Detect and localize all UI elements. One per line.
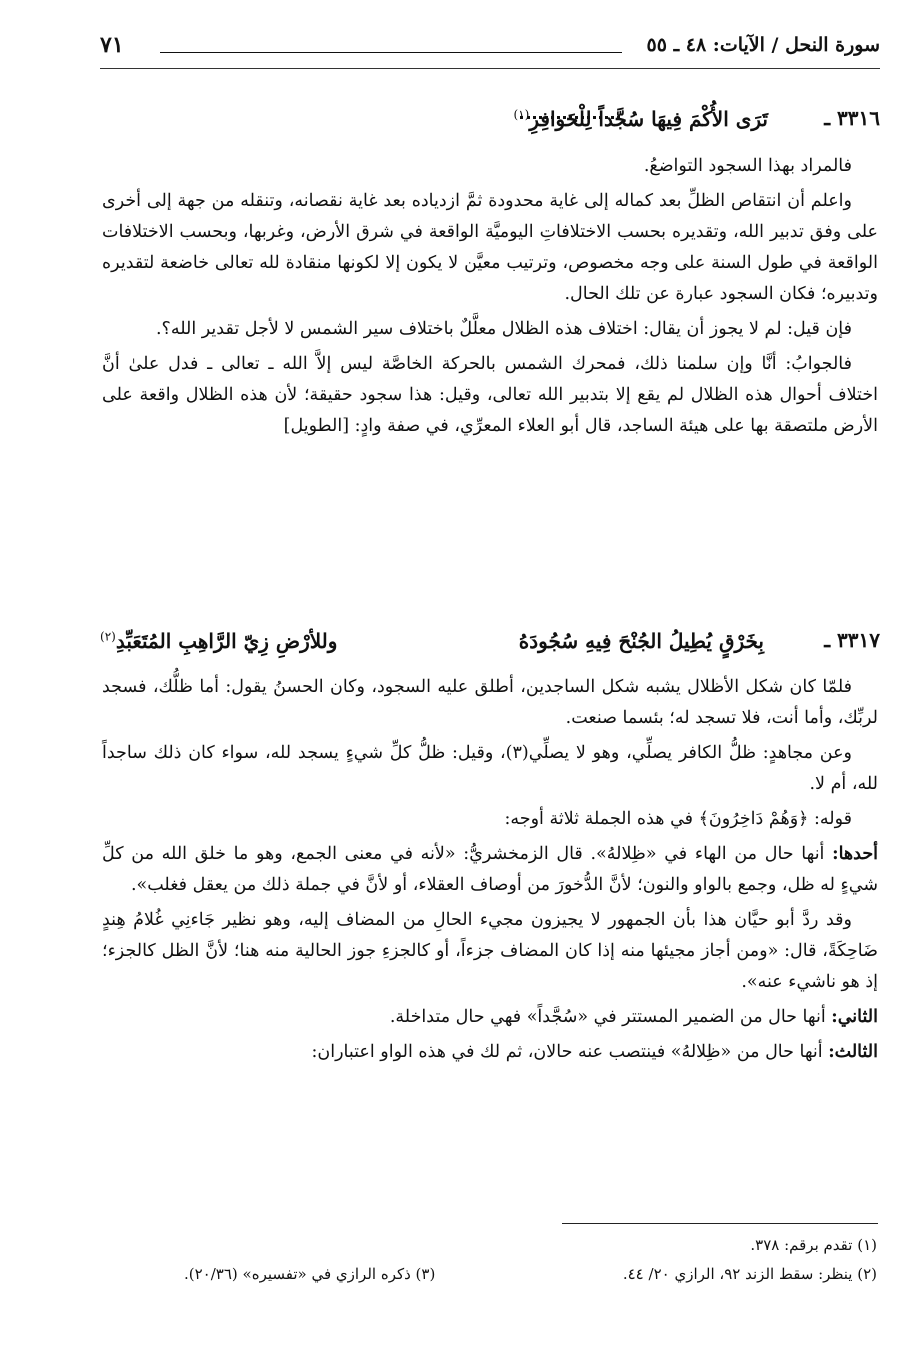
paragraph: واعلم أن انتقاص الظلِّ بعد كماله إلى غاية محدودة ثمَّ ازدياده بعد غاية نقصانه، وتنقله من جهة إلى أخرى على وفق تدبير الله، وتقديره بحسب الاختلافاتِ اليوميَّة الواقعة في شرق الأرض، وغربها، وبحسب الاختلافات الواقعة في طول السنة على وجه مخصوص، وترتيب معيَّن لا يكون إلا لكونها منقادة لله تعالى خاضعة لتقديره وتدبيره؛ فكان السجود عبارة عن تلك الحال. <box>102 191 878 304</box>
paragraph: الثالث: أنها حال من «ظِلالهُ» فينتصب عنه حالان، ثم لك في هذه الواو اعتباران: <box>311 1042 878 1062</box>
verse-3317 <box>100 628 880 664</box>
verse-hemistich: تَرَى الأُكْمَ فِيهَا سُجَّداً لِلْحَوافِرِ <box>529 107 768 131</box>
page-header <box>100 30 880 70</box>
page-number: ٧١ <box>100 32 124 58</box>
paragraph: فالجوابُ: أنَّا وإن سلمنا ذلك، فمحرك الشمس بالحركة الخاصَّة ليس إلاَّ الله ـ تعالى ـ فدل علىٰ أنَّ اختلاف أحوال هذه الظلال لم يقع إلا بتدبير الله تعالى، وقيل: هذا سجود حقيقة؛ لأن هذه الظلال واقعة على الأرض ملتصقة بها على هيئة الساجد، قال أبو العلاء المعرِّي، في صفة وادٍ: [الطويل] <box>102 354 878 436</box>
paragraph: الثاني: أنها حال من الضمير المستتر في «سُجَّداً» فهي حال متداخلة. <box>389 1007 878 1027</box>
verse-hemistich-left: وللأرْضِ زِيّ الرَّاهِبِ المُتَعَبِّدِ$^{(٢)}$ <box>100 629 338 653</box>
paragraph: وقد ردَّ أبو حيَّان هذا بأن الجمهور لا يجيزون مجيء الحالِ من المضاف إليه، وهو نظير جَاءنِي غُلامُ هِندٍ ضَاحِكَةً، قال: «ومن أجاز مجيئها منه إذا كان المضاف جزءاً، أو كالجزءِ جوز الحالية منه هنا؛ لأنَّ الظل كالجزء؛ إذ هو ناشيء عنه». <box>102 910 878 992</box>
verse-hemistich-right: بِخَرْقٍ يُطِيلُ الجُنْحَ فِيهِ سُجُودَهُ <box>518 629 764 653</box>
footnote-1: (١) تقدم برقم: ٣٧٨. <box>750 1236 877 1254</box>
header-underline <box>100 68 880 69</box>
footnote-3: (٣) ذكره الرازي في «تفسيره» (٢٠/٣٦). <box>184 1265 436 1283</box>
commentary-block-a <box>102 151 878 446</box>
running-title: سورة النحل / الآيات: ٤٨ ـ ٥٥ <box>646 34 880 56</box>
header-rule <box>160 52 622 53</box>
paragraph: فلمّا كان شكل الأظلال يشبه شكل الساجدين، أطلق عليه السجود، وكان الحسنُ يقول: أما ظلُّك، فسجد لربِّك، وأما أنت، فلا تسجد له؛ بئسما صنعت. <box>102 677 878 728</box>
footnote-2: (٢) ينظر: سقط الزند ٩٢، الرازي ٢٠/ ٤٤. <box>622 1265 877 1283</box>
paragraph: أحدها: أنها حال من الهاء في «ظِلالهُ». قال الزمخشريُّ: «لأنه في معنى الجمع، وهو ما خلق الله من كلِّ شيءٍ له ظل، وجمع بالواو والنون؛ لأنَّ الدُّخورَ من أوصاف العقلاء، أو لأنَّ في جملة ذلك من يعقل فغلب». <box>102 844 878 895</box>
paragraph: قوله: ﴿وَهُمْ دَاخِرُونَ﴾ في هذه الجملة ثلاثة أوجه: <box>504 809 852 829</box>
footnote-rule <box>562 1223 878 1224</box>
paragraph: فإن قيل: لم لا يجوز أن يقال: اختلاف هذه الظلال معلَّلٌ باختلاف سير الشمس لا لأجل تقدير الله؟. <box>155 319 852 339</box>
footnote-marker: (٢) <box>100 629 116 644</box>
commentary-block-b <box>102 672 878 1072</box>
paragraph: وعن مجاهدٍ: ظلُّ الكافر يصلِّي، وهو لا يصلِّي(٣)، وقيل: ظلُّ كلِّ شيءٍ يسجد لله، سواء كان ذلك ساجداً لله، أم لا. <box>102 743 878 794</box>
footnote-marker: (١) <box>513 107 530 122</box>
verse-3316 <box>100 106 880 142</box>
paragraph: فالمراد بهذا السجود التواضعُ. <box>643 156 852 176</box>
verse-text <box>514 107 768 131</box>
verse-number: ٣٣١٦ ـ <box>824 106 880 130</box>
verse-number: ٣٣١٧ ـ <box>824 628 880 652</box>
verse-dots <box>520 116 620 119</box>
